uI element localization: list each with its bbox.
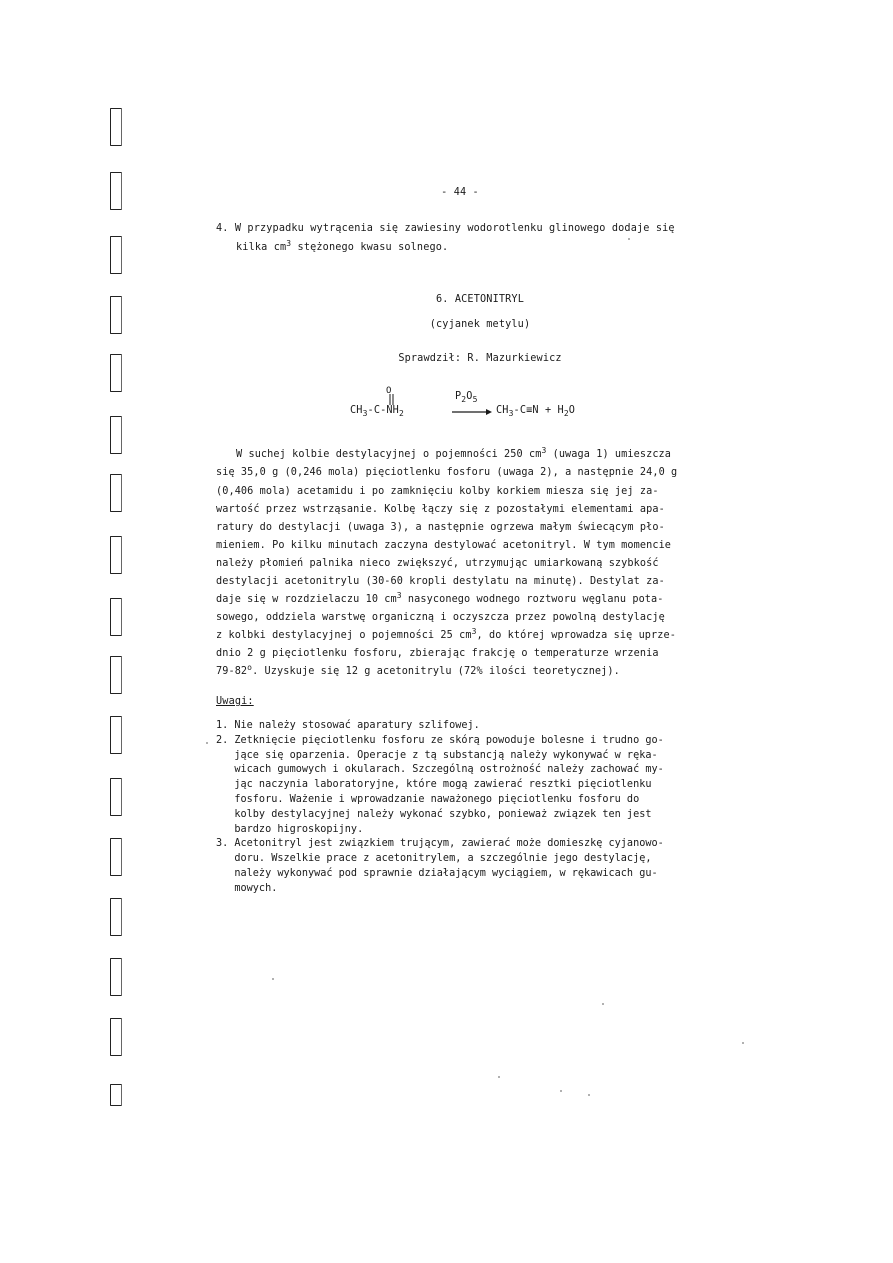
formula-part: -C≡N + H [513, 405, 564, 416]
superscript: 3 [286, 239, 292, 248]
section-title: 6. ACETONITRYL [436, 294, 524, 305]
text-run: daje się w rozdzielaczu 10 cm [216, 594, 397, 605]
binding-hole [110, 838, 122, 876]
procedure-line [236, 447, 671, 462]
subscript: 3 [508, 409, 514, 418]
scan-speck [206, 742, 208, 744]
note-3-line: 3. Acetonitryl jest związkiem trującym, zawierać może domieszkę cyjanowo- [216, 838, 664, 850]
superscript: 3 [471, 627, 477, 636]
subscript: 2 [461, 395, 467, 404]
notes-heading: Uwagi: [216, 696, 254, 707]
binding-hole [110, 778, 122, 816]
binding-hole [110, 656, 122, 694]
note-2-line: 2. Zetknięcie pięciotlenku fosforu ze skórą powoduje bolesne i trudno go- [216, 734, 664, 746]
notes-list [216, 719, 756, 897]
procedure-line: wartość przez wstrząsanie. Kolbę łączy się z pozostałymi elementami apa- [216, 504, 665, 515]
page-number: - 44 - [441, 187, 479, 198]
procedure-line [216, 628, 676, 643]
binding-hole [110, 108, 122, 146]
note-1: 1. Nie należy stosować aparatury szlifowej. [216, 720, 480, 731]
item-4-line-2 [236, 241, 448, 255]
procedure-line: destylacji acetonitrylu (30-60 kropli destylatu na minutę). Destylat za- [216, 576, 665, 587]
binding-hole [110, 172, 122, 210]
formula-part: -C-NH [367, 405, 399, 416]
procedure-line: się 35,0 g (0,246 mola) pięciotlenku fosforu (uwaga 2), a następnie 24,0 g [216, 467, 678, 478]
superscript: 3 [396, 591, 402, 600]
binding-hole [110, 416, 122, 454]
note-3-line: doru. Wszelkie prace z acetonitrylem, a szczególnie jego destylację, [216, 853, 652, 865]
procedure-line [216, 592, 664, 607]
section-subtitle: (cyjanek metylu) [429, 319, 531, 330]
scan-speck [560, 1090, 562, 1092]
product-formula [496, 404, 575, 418]
subscript: 2 [563, 409, 569, 418]
scan-speck [498, 1076, 500, 1078]
procedure-line: sowego, oddziela warstwę organiczną i oczyszcza przez powolną destylację [216, 612, 665, 623]
scan-speck [628, 238, 630, 240]
scan-speck [742, 1042, 744, 1044]
binding-hole [110, 236, 122, 274]
formula-part: O [466, 391, 473, 402]
note-2-line: jące się oparzenia. Operacje z tą substancją należy wykonywać w ręka- [216, 749, 658, 761]
note-2-line: jąc naczynia laboratoryjne, które mogą zawierać resztki pięciotlenku [216, 779, 652, 791]
text-run: , do której wprowadza się uprze- [476, 630, 676, 641]
formula-part: CH [350, 405, 363, 416]
formula-part: CH [496, 405, 509, 416]
scan-speck [588, 1094, 590, 1096]
note-2-line: kolby destylacyjnej należy wykonać szybko, ponieważ związek ten jest [216, 808, 652, 820]
procedure-line [216, 664, 620, 679]
text-run: (uwaga 1) umieszcza [546, 449, 672, 460]
item-4-text: kilka cm [236, 242, 287, 253]
reactant-formula [350, 404, 404, 418]
item-4-line-1: 4. W przypadku wytrącenia się zawiesiny wodorotlenku glinowego dodaje się [216, 223, 675, 234]
formula-part: P [455, 391, 462, 402]
subscript: 3 [362, 409, 368, 418]
degree-sign: o [247, 663, 253, 672]
binding-hole [110, 898, 122, 936]
formula-part: O [568, 405, 576, 416]
procedure-line: dnio 2 g pięciotlenku fosforu, zbierając frakcję o temperaturze wrzenia [216, 648, 659, 659]
reaction-arrow-icon [452, 408, 492, 416]
binding-hole [110, 474, 122, 512]
binding-holes [110, 100, 130, 1120]
scan-speck [272, 978, 274, 980]
binding-hole [110, 598, 122, 636]
procedure-line: (0,406 mola) acetamidu i po zamknięciu kolby korkiem miesza się jej za- [216, 486, 659, 497]
binding-hole [110, 536, 122, 574]
text-run: W suchej kolbie destylacyjnej o pojemności 250 cm [236, 449, 542, 460]
item-4-text: stężonego kwasu solnego. [291, 242, 449, 253]
procedure-line: ratury do destylacji (uwaga 3), a następnie ogrzewa małym świecącym pło- [216, 522, 665, 533]
procedure-line: mieniem. Po kilku minutach zaczyna destylować acetonitryl. W tym momencie [216, 540, 672, 551]
note-2-line: wicach gumowych i okularach. Szczególną ostrożność należy zachować my- [216, 764, 664, 776]
scan-speck [602, 1003, 604, 1005]
text-run: nasyconego wodnego roztworu węglanu pota- [401, 594, 664, 605]
note-3-line: należy wykonywać pod sprawnie działającym wyciągiem, w rękawicach gu- [216, 867, 658, 879]
note-2-line: bardzo higroskopijny. [216, 823, 364, 835]
binding-hole [110, 354, 122, 392]
reaction-equation [350, 384, 630, 428]
note-3-line: mowych. [216, 882, 278, 894]
subscript: 5 [472, 395, 478, 404]
checked-by: Sprawdził: R. Mazurkiewicz [398, 353, 562, 364]
subscript: 2 [398, 409, 404, 418]
carbonyl-oxygen: O [386, 386, 392, 396]
procedure-line: należy płomień palnika nieco zwiększyć, utrzymując umiarkowaną szybkość [216, 558, 659, 569]
binding-hole [110, 958, 122, 996]
reagent-formula [455, 390, 478, 404]
binding-hole [110, 1018, 122, 1056]
binding-hole [110, 716, 122, 754]
text-run: 79-82 [216, 666, 248, 677]
binding-hole [110, 1084, 122, 1106]
superscript: 3 [541, 446, 547, 455]
text-run: z kolbki destylacyjnej o pojemności 25 cm [216, 630, 472, 641]
text-run: . Uzyskuje się 12 g acetonitrylu (72% ilości teoretycznej). [252, 666, 620, 677]
note-2-line: fosforu. Ważenie i wprowadzanie naważonego pięciotlenku fosforu do [216, 793, 640, 805]
binding-hole [110, 296, 122, 334]
